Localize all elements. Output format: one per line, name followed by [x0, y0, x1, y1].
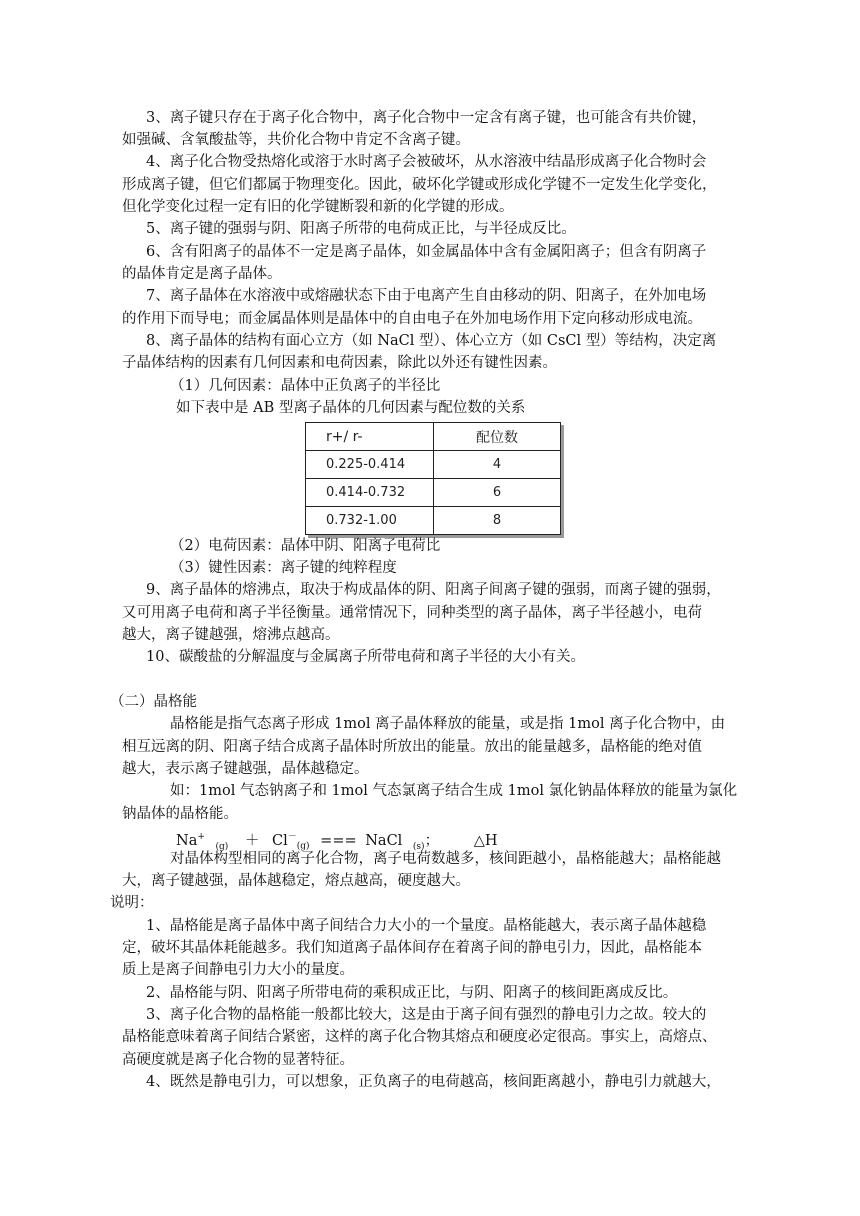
table-row: [306, 451, 561, 479]
table-cell: 0.732-1.00: [306, 507, 434, 535]
eq-nacl-state: (s): [412, 841, 425, 852]
eq-cl-state: (g): [296, 841, 310, 852]
section-heading: （二）晶格能: [110, 694, 197, 710]
text-line: 如下表中是 AB 型离子晶体的几何因素与配位数的关系: [176, 400, 526, 416]
text-line: 如强碱、含氧酸盐等，共价化合物中肯定不含离子键。: [122, 132, 470, 148]
eq-cl: Cl: [272, 832, 288, 849]
text-line: 3、离子键只存在于离子化合物中，离子化合物中一定含有离子键，也可能含有共价键，: [146, 110, 707, 126]
eq-nacl: NaCl: [365, 832, 403, 849]
table-cell: 0.225-0.414: [306, 451, 434, 479]
table-cell: 0.414-0.732: [306, 479, 434, 507]
text-line: 又可用离子电荷和离子半径衡量。通常情况下，同种类型的离子晶体，离子半径越小，电荷: [122, 605, 702, 621]
text-line: 9、离子晶体的熔沸点，取决于构成晶体的阴、阳离子间离子键的强弱，而离子键的强弱，: [146, 582, 721, 598]
table-header-cell: r+/ r-: [306, 423, 434, 451]
table-cell: 6: [434, 479, 561, 507]
eq-na-state: (g): [215, 841, 229, 852]
text-line: 大，离子键越强，晶体越稳定，熔点越高，硬度越大。: [122, 873, 470, 889]
text-line: 4、既然是静电引力，可以想象，正负离子的电荷越高，核间距离越小，静电引力就越大，: [146, 1074, 721, 1090]
table-cell: 4: [434, 451, 561, 479]
text-line: 越大，表示离子键越强，晶体越稳定。: [122, 761, 369, 777]
table-header-cell: 配位数: [434, 423, 561, 451]
text-line: 10、碳酸盐的分解温度与金属离子所带电荷和离子半径的大小有关。: [146, 649, 585, 665]
text-line: 7、离子晶体在水溶液中或熔融状态下由于电离产生自由移动的阴、阳离子，在外加电场: [146, 288, 707, 304]
eq-plus: ＋: [244, 832, 260, 849]
coordination-table: [305, 422, 561, 535]
text-line: 子晶体结构的因素有几何因素和电荷因素，除此以外还有键性因素。: [122, 355, 557, 371]
text-line: 的晶体肯定是离子晶体。: [122, 266, 282, 282]
text-line: 晶格能意味着离子间结合紧密，这样的离子化合物其熔点和硬度必定很高。事实上，高熔点、: [122, 1029, 717, 1045]
text-line: 质上是离子间静电引力大小的量度。: [122, 962, 354, 978]
text-line: 8、离子晶体的结构有面心立方（如 NaCl 型）、体心立方（如 CsCl 型）等结构，决定离: [146, 333, 717, 349]
text-line: 如：1mol 气态钠离子和 1mol 气态氯离子结合生成 1mol 氯化钠晶体释放的能量为氯化: [170, 783, 738, 799]
eq-na: Na: [176, 832, 198, 849]
table-row: [306, 507, 561, 535]
text-line: 3、离子化合物的晶格能一般都比较大，这是由于离子间有强烈的静电引力之故。较大的: [146, 1007, 707, 1023]
text-line: 钠晶体的晶格能。: [122, 806, 238, 822]
eq-na-charge: +: [197, 832, 205, 842]
table-cell: 8: [434, 507, 561, 535]
text-line: 越大，离子键越强，熔沸点越高。: [122, 627, 340, 643]
text-line: 6、含有阳离子的晶体不一定是离子晶体，如金属晶体中含有金属阳离子；但含有阴离子: [146, 244, 707, 260]
text-line: 5、离子键的强弱与阴、阳离子所带的电荷成正比，与半径成反比。: [146, 221, 576, 237]
text-line: （3）键性因素：离子键的纯粹程度: [170, 560, 397, 576]
table-row: [306, 479, 561, 507]
eq-arrow: ===: [320, 832, 357, 849]
text-line: 的作用下而导电；而金属晶体则是晶体中的自由电子在外加电场作用下定向移动形成电流。: [122, 311, 702, 327]
text-line: 形成离子键，但它们都属于物理变化。因此，破坏化学键或形成化学键不一定发生化学变化，: [122, 177, 717, 193]
text-line: 1、晶格能是离子晶体中离子间结合力大小的一个量度。晶格能越大，表示离子晶体越稳: [146, 918, 707, 934]
text-line: 相互远离的阴、阳离子结合成离子晶体时所放出的能量。放出的能量越多，晶格能的绝对值: [122, 739, 702, 755]
text-line: 4、离子化合物受热熔化或溶于水时离子会被破坏，从水溶液中结晶形成离子化合物时会: [146, 154, 707, 170]
table-header-row: [306, 423, 561, 451]
text-line: 2、晶格能与阴、阳离子所带电荷的乘积成正比，与阴、阳离子的核间距离成反比。: [146, 985, 678, 1001]
text-line: 晶格能是指气态离子形成 1mol 离子晶体释放的能量，或是指 1mol 离子化合物中，由: [170, 716, 726, 732]
eq-delta-h: △H: [473, 832, 498, 849]
text-line: 但化学变化过程一定有旧的化学键断裂和新的化学键的形成。: [122, 199, 514, 215]
text-line: 高硬度就是离子化合物的显著特征。: [122, 1052, 354, 1068]
lattice-energy-equation: [176, 827, 796, 852]
text-line: 对晶体构型相同的离子化合物，离子电荷数越多，核间距越小，晶格能越大；晶格能越: [170, 851, 721, 867]
text-line: （2）电荷因素：晶体中阴、阳离子电荷比: [170, 538, 441, 554]
eq-semicolon: ；: [424, 832, 440, 849]
text-line: 定，破坏其晶体耗能越多。我们知道离子晶体间存在着离子间的静电引力，因此，晶格能本: [122, 940, 702, 956]
eq-cl-charge: －: [287, 832, 297, 842]
text-line: 说明：: [110, 895, 154, 911]
text-line: （1）几何因素：晶体中正负离子的半径比: [170, 378, 441, 394]
